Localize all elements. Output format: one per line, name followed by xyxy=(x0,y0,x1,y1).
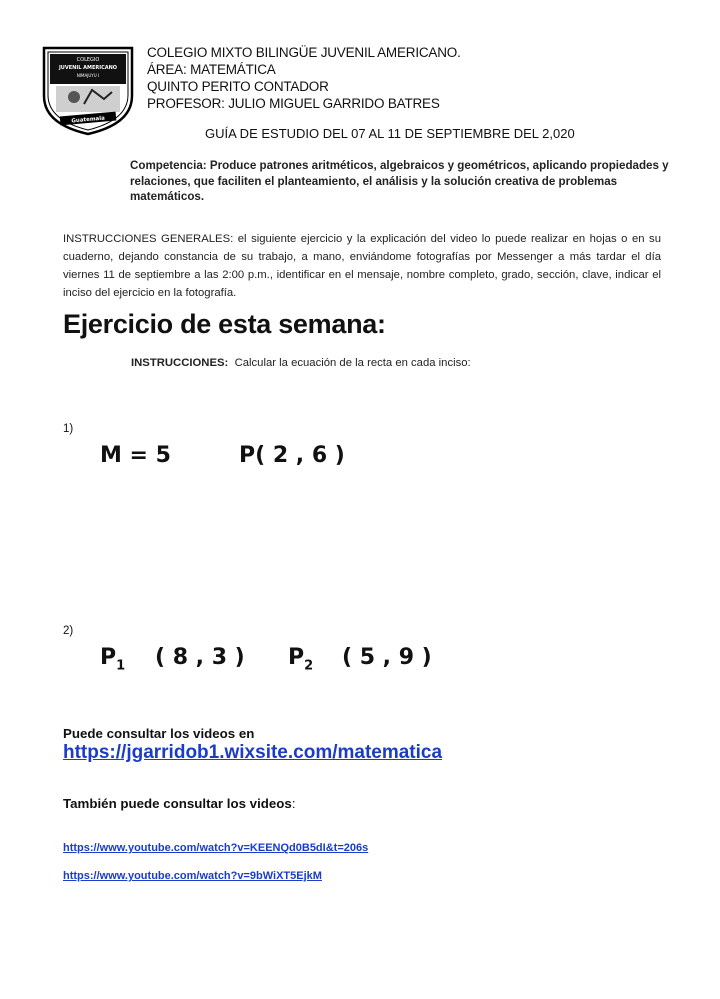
youtube-link-2[interactable]: https://www.youtube.com/watch?v=9bWiXT5EjkM xyxy=(63,870,322,882)
area-line: ÁREA: MATEMÁTICA xyxy=(147,62,276,77)
item-2-point1-label: $P_1$ xyxy=(100,645,126,674)
crest-line3: NIMAJUYU I xyxy=(76,73,100,78)
item-1-number: 1) xyxy=(63,423,74,435)
school-crest-icon xyxy=(40,44,136,136)
item-2-point2-label: $P_2$ xyxy=(288,645,314,674)
also-consult-label: También puede consultar los videos: xyxy=(63,796,296,811)
item-2-point2-coords: ( 5 , 9 ) xyxy=(342,645,432,670)
item-1-slope: M = 5 xyxy=(100,443,171,468)
main-video-link[interactable]: https://jgarridob1.wixsite.com/matematica xyxy=(63,742,443,763)
instructions-label: INSTRUCCIONES: xyxy=(131,357,229,369)
exercise-heading: Ejercicio de esta semana: xyxy=(63,309,386,339)
teacher-line: PROFESOR: JULIO MIGUEL GARRIDO BATRES xyxy=(147,96,440,111)
school-crest xyxy=(40,44,136,136)
general-instructions: INSTRUCCIONES GENERALES: el siguiente ejercicio y la explicación del video lo puede realizar en hojas o en su cuaderno, dejando constancia de su trabajo, a mano, enviándome fotografías por Messenger a más tardar el día viernes 11 de septiembre a las 2:00 p.m., identificar en el mensaje, nombre completo, grado, sección, clave, indicar el inciso del ejercicio en la fotografía. xyxy=(63,233,661,299)
school-name: COLEGIO MIXTO BILINGÜE JUVENIL AMERICANO. xyxy=(147,45,461,60)
item-1-point: P( 2 , 6 ) xyxy=(239,443,345,468)
grade-line: QUINTO PERITO CONTADOR xyxy=(147,79,329,94)
crest-line1: COLEGIO xyxy=(76,57,100,63)
youtube-link-1[interactable]: https://www.youtube.com/watch?v=KEENQd0B5dI&t=206s xyxy=(63,842,369,854)
consult-label: Puede consultar los videos en xyxy=(63,726,255,741)
item-2-point1-coords: ( 8 , 3 ) xyxy=(155,645,245,670)
item-2-number: 2) xyxy=(63,625,74,637)
crest-banner: Guatemala xyxy=(71,115,106,125)
exercise-instructions xyxy=(131,357,471,369)
crest-line2: JUVENIL AMERICANO xyxy=(58,65,118,71)
guide-title: GUÍA DE ESTUDIO DEL 07 AL 11 DE SEPTIEMBRE DEL 2,020 xyxy=(205,126,575,141)
competencia-paragraph: Competencia: Produce patrones aritméticos, algebraicos y geométricos, aplicando propiedades y relaciones, que faciliten el planteamiento, el análisis y la solución creativa de problemas matemáticos. xyxy=(130,159,669,203)
instructions-text: Calcular la ecuación de la recta en cada inciso: xyxy=(234,357,471,369)
